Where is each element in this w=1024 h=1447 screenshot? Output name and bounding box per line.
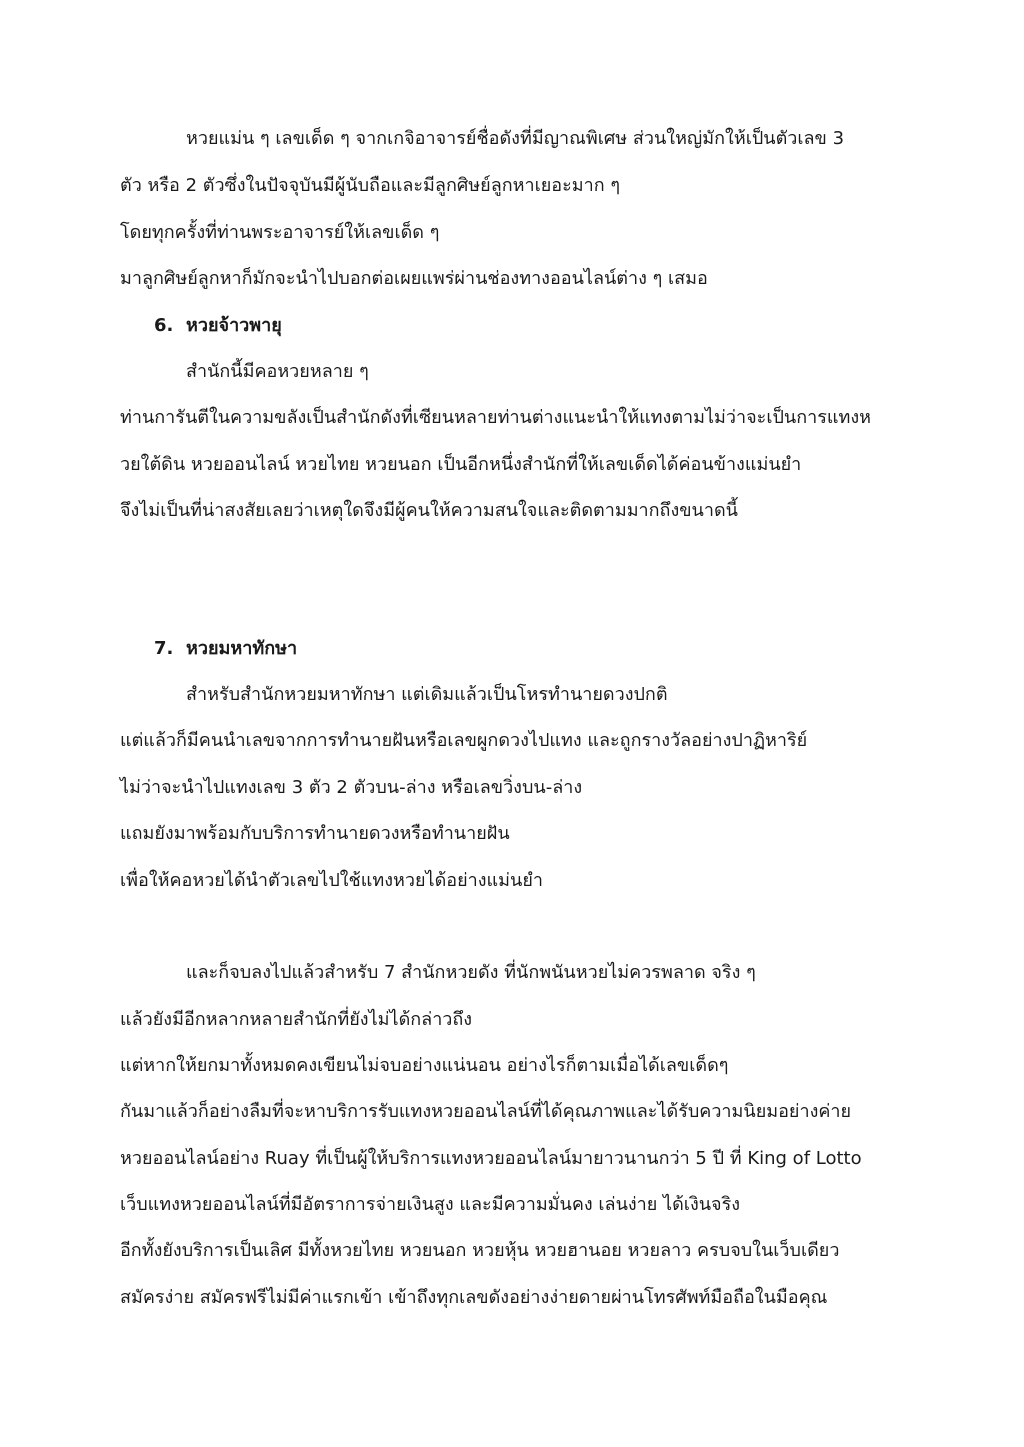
section-6-heading bbox=[154, 314, 282, 338]
conclusion-line-4: กันมาแล้วก็อย่างลืมที่จะหาบริการรับแทงหวยออนไลน์ที่ได้คุณภาพและได้รับความนิยมอย่างค่าย bbox=[120, 1101, 852, 1122]
conclusion-line-1: และก็จบลงไปแล้วสำหรับ 7 สำนักหวยดัง ที่นักพนันหวยไม่ควรพลาด จริง ๆ bbox=[186, 962, 756, 983]
intro-line-3: โดยทุกครั้งที่ท่านพระอาจารย์ให้เลขเด็ด ๆ bbox=[120, 222, 440, 243]
conclusion-line-5: หวยออนไลน์อย่าง Ruay ที่เป็นผู้ให้บริการแทงหวยออนไลน์มายาวนานกว่า 5 ปี ที่ King of Lotto bbox=[120, 1148, 862, 1169]
intro-line-4: มาลูกศิษย์ลูกหาก็มักจะนำไปบอกต่อเผยแพร่ผ่านช่องทางออนไลน์ต่าง ๆ เสมอ bbox=[120, 268, 708, 289]
section-7-number: 7. bbox=[154, 638, 174, 659]
conclusion-line-2: แล้วยังมีอีกหลากหลายสำนักที่ยังไม่ได้กล่าวถึง bbox=[120, 1009, 473, 1030]
conclusion-line-7: อีกทั้งยังบริการเป็นเลิศ มีทั้งหวยไทย หวยนอก หวยหุ้น หวยฮานอย หวยลาว ครบจบในเว็บเดียว bbox=[120, 1240, 840, 1261]
section-7-line-5: เพื่อให้คอหวยได้นำตัวเลขไปใช้แทงหวยได้อย่างแม่นยำ bbox=[120, 870, 543, 891]
conclusion-line-3: แต่หากให้ยกมาทั้งหมดคงเขียนไม่จบอย่างแน่นอน อย่างไรก็ตามเมื่อได้เลขเด็ดๆ bbox=[120, 1055, 729, 1076]
section-7-heading bbox=[154, 637, 297, 661]
section-6-line-3: วยใต้ดิน หวยออนไลน์ หวยไทย หวยนอก เป็นอีกหนึ่งสำนักที่ให้เลขเด็ดได้ค่อนข้างแม่นยำ bbox=[120, 454, 802, 475]
section-7-line-4: แถมยังมาพร้อมกับบริการทำนายดวงหรือทำนายฝัน bbox=[120, 823, 510, 844]
section-6-line-2: ท่านการันตีในความขลังเป็นสำนักดังที่เซียนหลายท่านต่างแนะนำให้แทงตามไม่ว่าจะเป็นการแทงห bbox=[120, 407, 872, 428]
intro-line-1: หวยแม่น ๆ เลขเด็ด ๆ จากเกจิอาจารย์ชื่อดังที่มีญาณพิเศษ ส่วนใหญ่มักให้เป็นตัวเลข 3 bbox=[186, 128, 845, 149]
conclusion-line-6: เว็บแทงหวยออนไลน์ที่มีอัตราการจ่ายเงินสูง และมีความมั่นคง เล่นง่าย ได้เงินจริง bbox=[120, 1194, 741, 1215]
section-6-line-1: สำนักนี้มีคอหวยหลาย ๆ bbox=[186, 361, 369, 382]
section-6-title: หวยจ้าวพายุ bbox=[186, 315, 282, 336]
section-7-line-1: สำหรับสำนักหวยมหาทักษา แต่เดิมแล้วเป็นโหรทำนายดวงปกติ bbox=[186, 684, 668, 705]
section-7-line-3: ไม่ว่าจะนำไปแทงเลข 3 ตัว 2 ตัวบน-ล่าง หรือเลขวิ่งบน-ล่าง bbox=[120, 777, 583, 798]
section-6-number: 6. bbox=[154, 315, 174, 336]
section-6-line-4: จึงไม่เป็นที่น่าสงสัยเลยว่าเหตุใดจึงมีผู้คนให้ความสนใจและติดตามมากถึงขนาดนี้ bbox=[120, 500, 738, 521]
intro-line-2: ตัว หรือ 2 ตัวซึ่งในปัจจุบันมีผู้นับถือและมีลูกศิษย์ลูกหาเยอะมาก ๆ bbox=[120, 175, 621, 196]
section-7-line-2: แต่แล้วก็มีคนนำเลขจากการทำนายฝันหรือเลขผูกดวงไปแทง และถูกรางวัลอย่างปาฏิหาริย์ bbox=[120, 730, 808, 751]
section-7-title: หวยมหาทักษา bbox=[186, 638, 298, 659]
conclusion-line-8: สมัครง่าย สมัครฟรีไม่มีค่าแรกเข้า เข้าถึงทุกเลขดังอย่างง่ายดายผ่านโทรศัพท์มือถือในมือคุณ bbox=[120, 1287, 828, 1308]
